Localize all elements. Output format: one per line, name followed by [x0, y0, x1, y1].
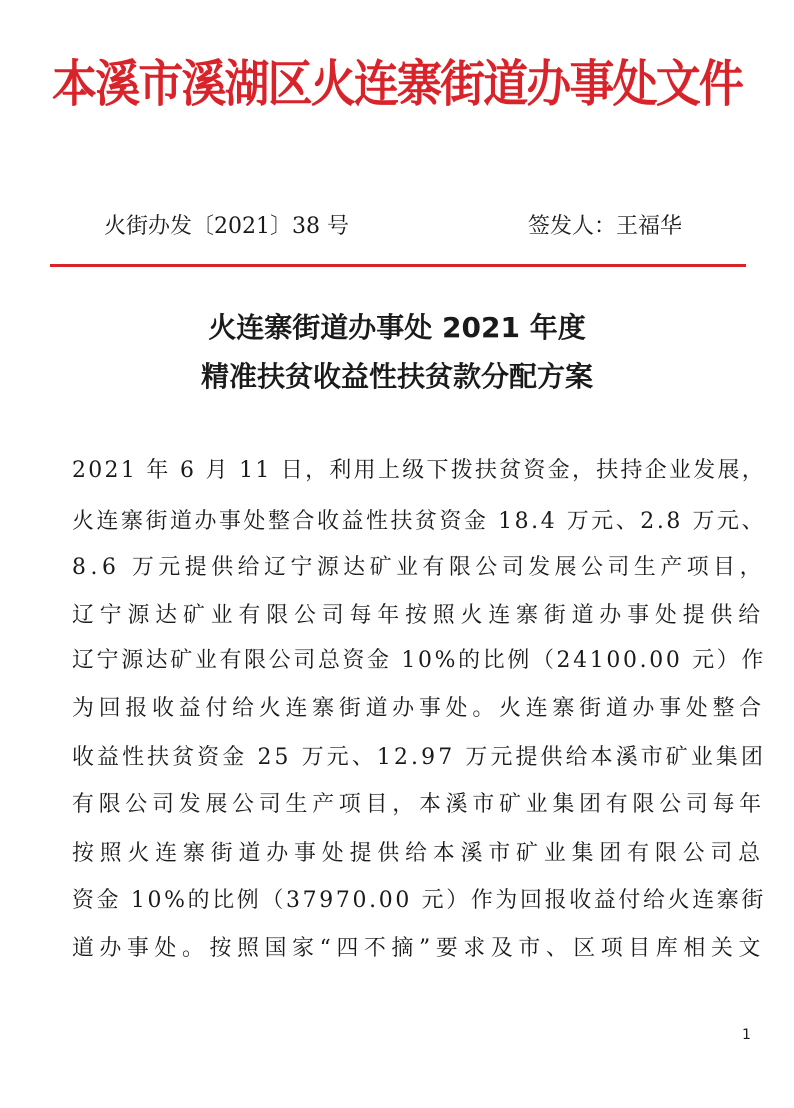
body-line: 收益性扶贫资金 25 万元、12.97 万元提供给本溪市矿业集团	[72, 745, 766, 770]
red-divider	[50, 264, 746, 267]
document-title-line-2: 精准扶贫收益性扶贫款分配方案	[200, 360, 593, 393]
document-number: 火街办发〔2021〕38 号	[104, 214, 349, 239]
body-line: 有限公司发展公司生产项目，本溪市矿业集团有限公司每年	[72, 792, 766, 817]
body-line: 按照火连寨街道办事处提供给本溪市矿业集团有限公司总	[72, 841, 766, 866]
body-line: 资金 10%的比例（37970.00 元）作为回报收益付给火连寨街	[72, 888, 766, 913]
issuer: 签发人：王福华	[528, 214, 683, 239]
body-line: 8.6 万元提供给辽宁源达矿业有限公司发展公司生产项目，	[72, 555, 766, 580]
body-line: 辽宁源达矿业有限公司每年按照火连寨街道办事处提供给	[72, 603, 766, 628]
document-title-line-1: 火连寨街道办事处 2021 年度	[208, 311, 586, 344]
body-line: 为回报收益付给火连寨街道办事处。火连寨街道办事处整合	[72, 696, 766, 721]
body-line: 道办事处。按照国家“四不摘”要求及市、区项目库相关文	[72, 936, 766, 961]
body-line: 2021 年 6 月 11 日，利用上级下拨扶贫资金，扶持企业发展，	[72, 458, 766, 483]
body-line: 火连寨街道办事处整合收益性扶贫资金 18.4 万元、2.8 万元、	[72, 509, 766, 534]
letterhead: 本溪市溪湖区火连寨街道办事处文件	[52, 55, 742, 113]
page-number: 1	[742, 1027, 751, 1043]
body-line: 辽宁源达矿业有限公司总资金 10%的比例（24100.00 元）作	[72, 648, 766, 673]
